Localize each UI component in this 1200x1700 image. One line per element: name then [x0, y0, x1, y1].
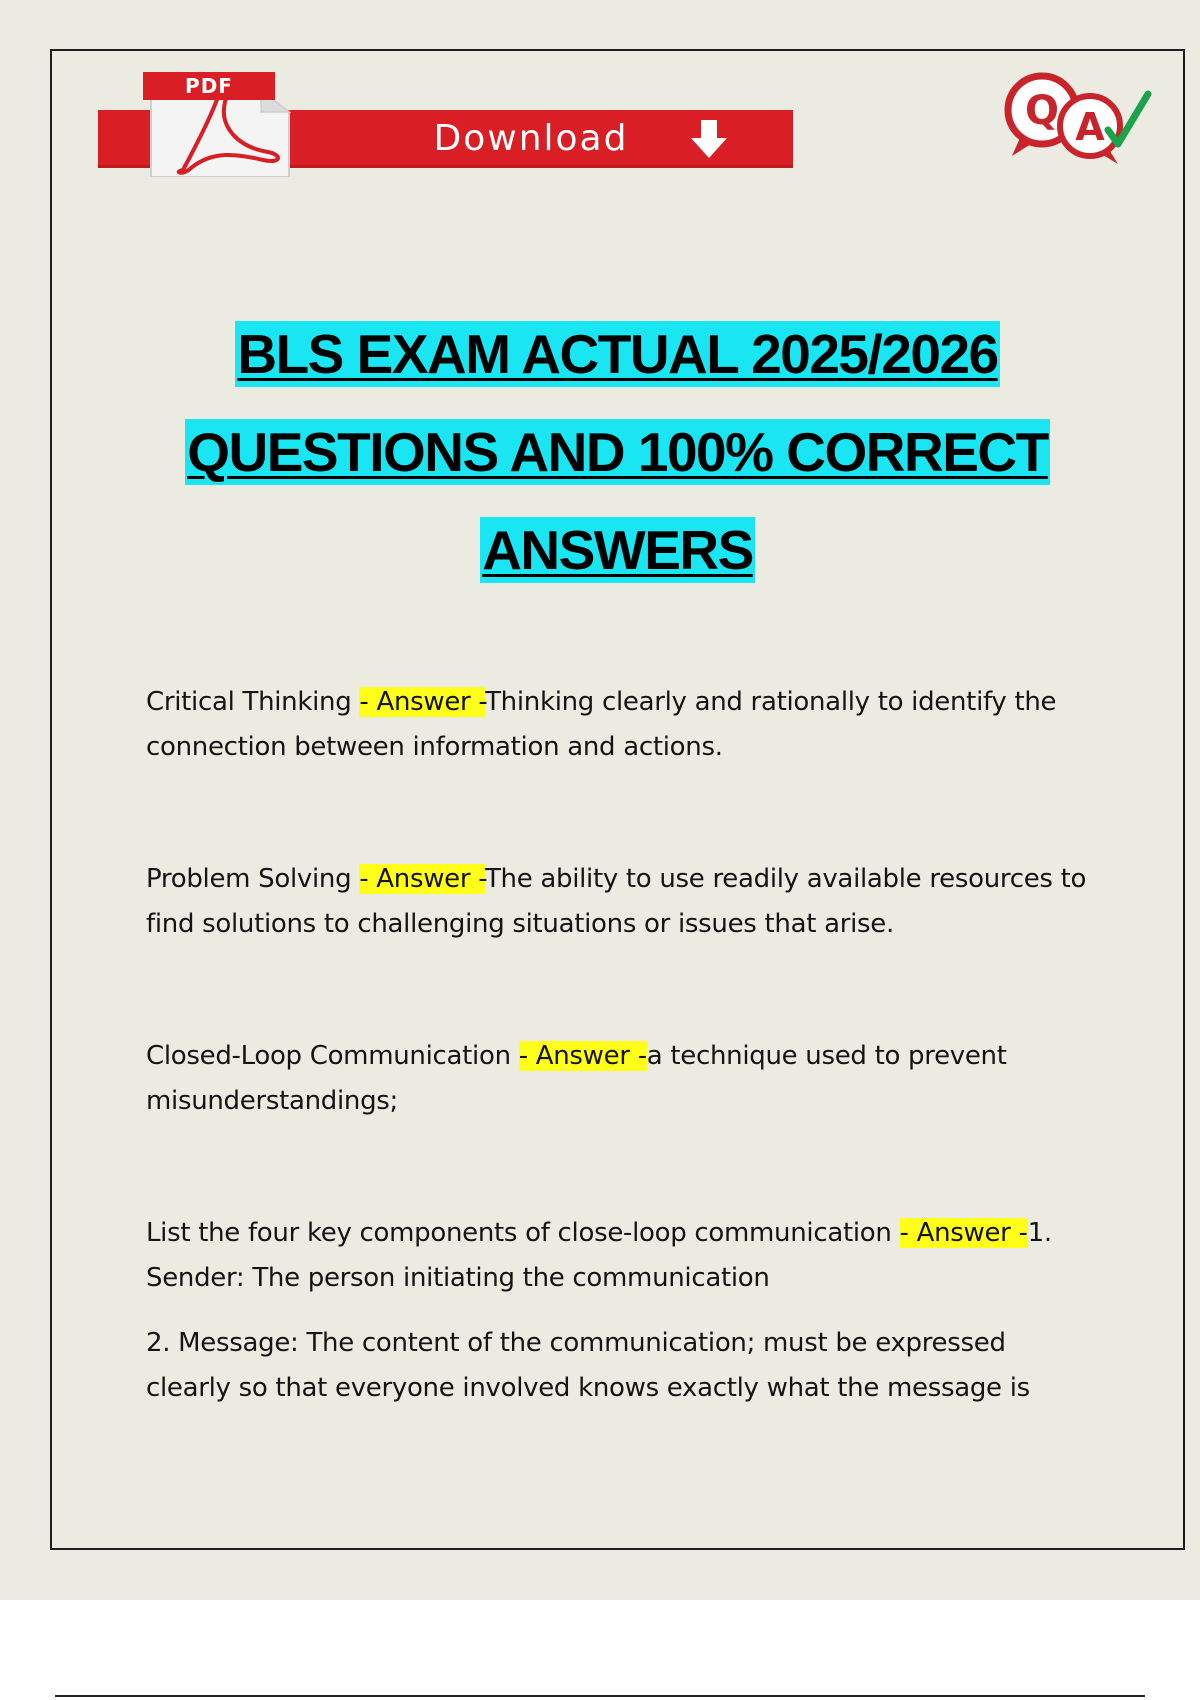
qa-term: Critical Thinking	[146, 687, 360, 717]
qa-term: List the four key components of close-loop communication	[146, 1218, 900, 1248]
logo-a: A	[1075, 105, 1105, 149]
answer-marker: - Answer -	[359, 687, 486, 717]
qa-answer: a technique used to prevent misunderstandings;	[146, 1041, 1007, 1116]
answer-marker: - Answer -	[899, 1218, 1028, 1248]
qa-answer: Thinking clearly and rationally to identify the connection between information and actions.	[146, 687, 1057, 762]
qa-item-problem-solving	[146, 857, 1091, 947]
qa-item-critical-thinking	[146, 680, 1091, 770]
qa-answer: The ability to use readily available resources to find solutions to challenging situations or issues that arise.	[146, 864, 1087, 939]
qa-item-four-components	[146, 1211, 1091, 1431]
footer-divider	[55, 1695, 1145, 1697]
qa-term: Closed-Loop Communication	[146, 1041, 519, 1071]
qa-paragraph-extra: 2. Message: The content of the communication; must be expressed clearly so that everyone involved knows exactly what the message is	[146, 1328, 1030, 1403]
download-arrow-icon[interactable]	[686, 116, 732, 162]
pdf-tag: PDF	[143, 72, 275, 100]
document-title	[60, 305, 1175, 599]
answer-marker: - Answer -	[518, 1041, 647, 1071]
title-line-2: QUESTIONS AND 100% CORRECT	[187, 421, 1048, 483]
download-label[interactable]: Download	[433, 118, 629, 159]
qa-check-icon	[990, 68, 1160, 173]
title-line-1: BLS EXAM ACTUAL 2025/2026	[237, 323, 998, 385]
qa-answer: 1. Sender: The person initiating the communication	[146, 1218, 1052, 1293]
qa-item-closed-loop	[146, 1034, 1091, 1124]
title-line-3: ANSWERS	[482, 519, 753, 581]
download-banner[interactable]	[98, 72, 793, 172]
logo-q: Q	[1024, 88, 1060, 134]
answer-marker: - Answer -	[359, 864, 485, 894]
qa-logo	[990, 68, 1160, 173]
qa-paragraph	[146, 1211, 1091, 1301]
qa-term: Problem Solving	[146, 864, 360, 894]
